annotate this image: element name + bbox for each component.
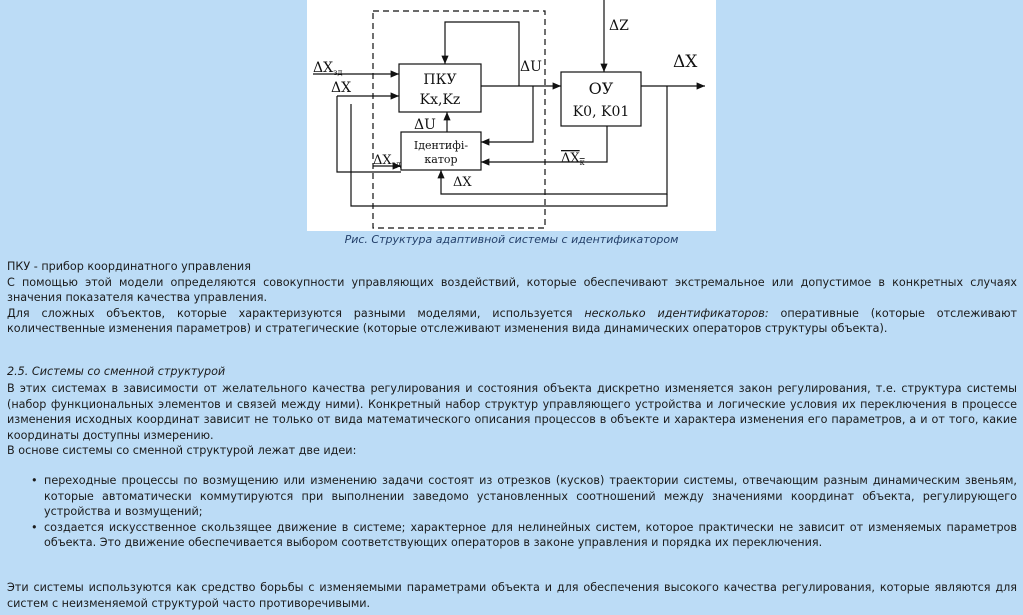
dx-zd-low-label: $\Delta X_{зд}$ [373,153,401,169]
model-description: С помощью этой модели определяются совокупности управляющих воздействий, которые обеспечивают экстремальное или допустимое в конкретных случаях значения показателя качества управления. [7,275,1017,305]
ou-coefficients: K0, K01 [572,104,630,120]
dx-k-label: $\Delta X_к$ [561,151,585,167]
pku-coefficients: Kx,Kz [419,92,461,108]
pku-definition: ПКУ - прибор координатного управления [7,260,251,273]
ideas-list [28,473,1017,551]
section-heading: 2.5. Системы со сменной структурой [7,365,226,378]
list-item: • создается искусственное скользящее движение в системе; характерное для нелинейных систем, которое практически не зависит от изменяемых параметров объекта. Это движение обеспечивается выбором соответствующих операторов в законе управления и порядка их переключения. [31,520,1017,550]
identifiers-emphasis: несколько идентификаторов: [584,306,769,320]
dz-label: ΔZ [609,18,629,34]
paragraph-intro-ideas: В основе системы со сменной структурой лежат две идеи: [7,444,357,458]
du-top-label: ΔU [520,59,542,75]
intro-paragraph [7,259,1017,337]
pku-title: ПКУ [423,72,457,88]
dx-left-label: ΔX [331,80,352,96]
dx-bottom-label: ΔX [453,175,472,190]
ou-title: ОУ [588,79,614,98]
du-mid-label: ΔU [414,117,436,133]
dx-zd-label: $\Delta X_{зд}$ [313,60,343,77]
identifiers-text: Для сложных объектов, которые характеризуются разными моделями, используется несколько идентификаторов: оперативные (которые отслеживают количественные изменения параметров) и стратегические (которые отслеживают изменения вида динамических операторов структуры объекта). [7,306,1018,336]
conclusion-paragraph: Эти системы используются как средство борьбы с изменяемыми параметрами объекта и для обеспечения высокого качества регулирования, которые являются для систем с неизменяемой структурой часто противоречивыми. [7,581,1017,610]
variable-structure-paragraph [7,381,1017,459]
paragraph-body: В этих системах в зависимости от желательного качества регулирования и состояния объекта дискретно изменяется закон регулирования, т.е. структура системы (набор функциональных элементов и связей между ними). Конкретный набор структур управляющего устройства и логические условия их переключения в процессе изменения исходных координат зависит не только от вида математического описания процессов в объекте и характера изменения его параметров, а и от того, какие координаты доступны измерению. [7,382,1017,442]
block-diagram [307,0,716,231]
output-dx-label: ΔX [673,52,698,72]
figure-caption: Рис. Структура адаптивной системы с идентификатором [344,233,679,246]
list-item: • переходные процессы по возмущению или изменению задачи состоят из отрезков (кусков) траектории системы, отвечающим разным динамическим звеньям, которые автоматически коммутируются при выполнении заведомо установленных соотношений между значениями координат объекта, регулирующего устройства и возмущений; [31,474,1017,519]
block-diagram-figure [307,0,716,231]
identifier-line1: Ідентифі- [413,139,469,152]
identifier-line2: катор [424,153,458,166]
